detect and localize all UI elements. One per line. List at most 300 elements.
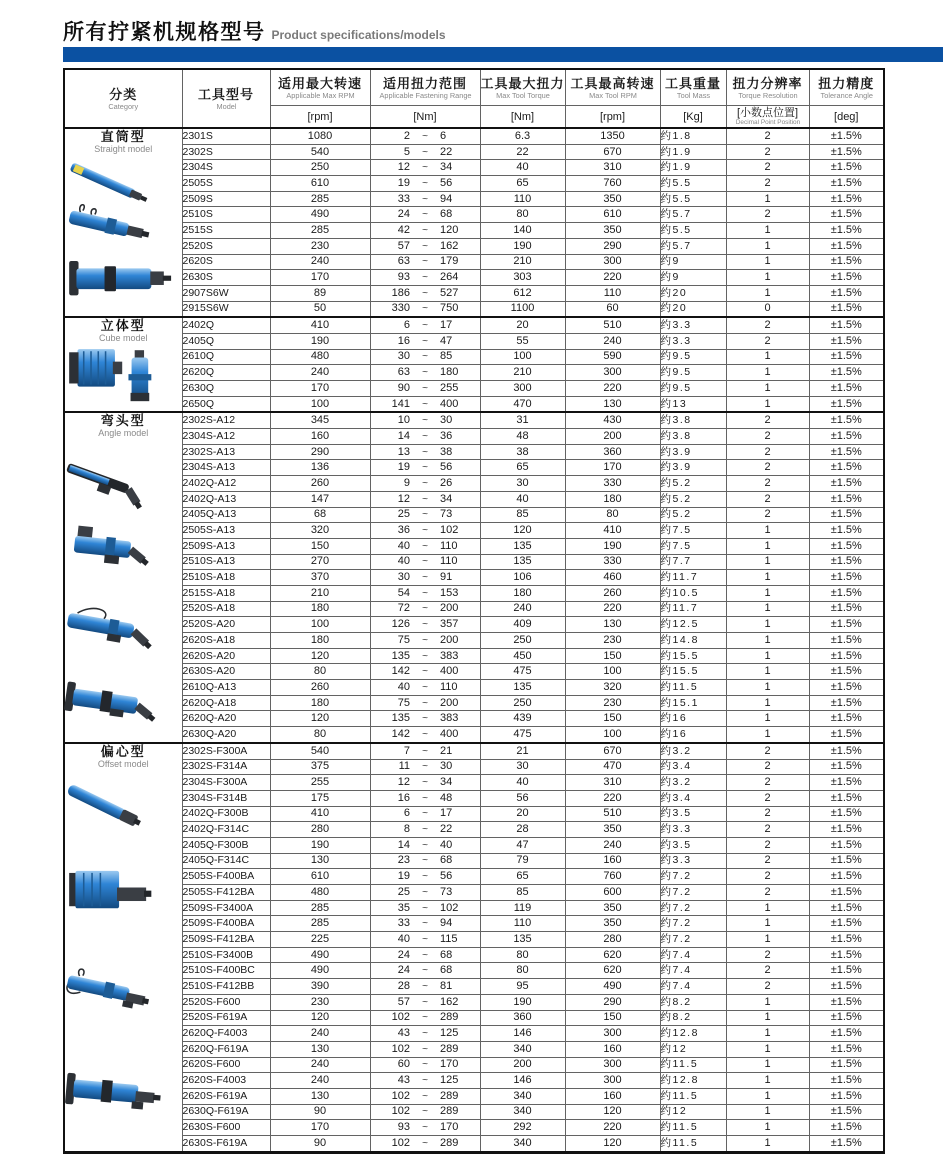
fastening-range (371, 823, 480, 836)
fastening-range (371, 728, 480, 741)
max-tool-rpm-cell: 300 (565, 365, 660, 381)
range-max: 48 (440, 791, 453, 804)
tool-mass-cell: 约3.5 (660, 806, 726, 822)
decimal-point-position-cell: 2 (726, 507, 809, 523)
col-category-zh: 分类 (109, 86, 138, 102)
table-row (64, 144, 884, 160)
model-cell: 2620Q (182, 365, 270, 381)
table-row (64, 1010, 884, 1026)
model-cell: 2610Q (182, 349, 270, 365)
range-max: 125 (440, 1074, 459, 1087)
table-row (64, 822, 884, 838)
fastening-range-cell (370, 191, 480, 207)
tool-mass-cell: 约3.3 (660, 333, 726, 349)
tolerance-cell: ±1.5% (809, 853, 884, 869)
applicable-max-rpm-cell: 490 (270, 963, 370, 979)
range-min: 12 (397, 776, 410, 789)
decimal-point-position-cell: 1 (726, 1026, 809, 1042)
tolerance-cell: ±1.5% (809, 381, 884, 397)
decimal-point-position-cell: 2 (726, 790, 809, 806)
tool-mass-cell: 约11.5 (660, 680, 726, 696)
range-max: 30 (440, 414, 453, 427)
max-tool-rpm-cell: 190 (565, 538, 660, 554)
applicable-max-rpm-cell: 490 (270, 947, 370, 963)
max-tool-rpm-cell: 300 (565, 1057, 660, 1073)
applicable-max-rpm-cell: 240 (270, 1026, 370, 1042)
tolerance-cell: ±1.5% (809, 916, 884, 932)
range-max: 56 (440, 176, 453, 189)
table-row (64, 1104, 884, 1120)
max-tool-torque-cell: 475 (480, 727, 565, 743)
decimal-point-position-cell: 2 (726, 444, 809, 460)
fastening-range-cell (370, 932, 480, 948)
range-min: 40 (397, 539, 410, 552)
range-tilde: ~ (422, 1059, 428, 1071)
table-row (64, 916, 884, 932)
max-tool-torque-cell: 612 (480, 285, 565, 301)
fastening-range-cell (370, 538, 480, 554)
model-cell: 2304S (182, 160, 270, 176)
range-tilde: ~ (422, 572, 428, 584)
model-cell: 2915S6W (182, 301, 270, 317)
tool-mass-cell: 约5.7 (660, 207, 726, 223)
model-cell: 2304S-A12 (182, 429, 270, 445)
decimal-point-position-cell: 2 (726, 853, 809, 869)
max-tool-rpm-cell: 350 (565, 822, 660, 838)
tolerance-cell: ±1.5% (809, 633, 884, 649)
max-tool-torque-cell: 190 (480, 238, 565, 254)
range-max: 56 (440, 870, 453, 883)
fastening-range (371, 177, 480, 190)
range-min: 35 (397, 901, 410, 914)
tolerance-cell: ±1.5% (809, 1073, 884, 1089)
model-cell: 2505S-F400BA (182, 869, 270, 885)
applicable-max-rpm-cell: 240 (270, 365, 370, 381)
fastening-range-cell (370, 1041, 480, 1057)
fastening-range-cell (370, 1104, 480, 1120)
model-cell: 2402Q-A13 (182, 491, 270, 507)
table-row (64, 806, 884, 822)
decimal-point-position-cell: 2 (726, 837, 809, 853)
range-min: 126 (391, 618, 410, 631)
applicable-max-rpm-cell: 270 (270, 554, 370, 570)
range-tilde: ~ (422, 1106, 428, 1118)
header-row-labels (64, 69, 884, 106)
fastening-range-cell (370, 207, 480, 223)
range-min: 25 (397, 885, 410, 898)
range-tilde: ~ (422, 777, 428, 789)
max-tool-rpm-cell: 460 (565, 570, 660, 586)
applicable-max-rpm-cell: 390 (270, 979, 370, 995)
max-tool-rpm-cell: 510 (565, 806, 660, 822)
decimal-point-position-cell: 1 (726, 538, 809, 554)
tolerance-cell: ±1.5% (809, 523, 884, 539)
range-tilde: ~ (422, 367, 428, 379)
cube-model-photo-icon (65, 345, 182, 405)
table-row (64, 349, 884, 365)
max-tool-torque-cell: 100 (480, 349, 565, 365)
fastening-range-cell (370, 160, 480, 176)
range-max: 289 (440, 1136, 459, 1149)
model-cell: 2505S-A13 (182, 523, 270, 539)
range-min: 8 (403, 823, 410, 836)
max-tool-rpm-cell: 670 (565, 144, 660, 160)
fastening-range (371, 745, 480, 758)
decimal-point-position-cell: 1 (726, 396, 809, 412)
applicable-max-rpm-cell: 260 (270, 476, 370, 492)
model-cell: 2630S-F600 (182, 1120, 270, 1136)
range-min: 14 (397, 838, 410, 851)
range-min: 11 (398, 760, 410, 773)
model-cell: 2304S-A13 (182, 460, 270, 476)
page-title-zh: 所有拧紧机规格型号 (63, 21, 266, 44)
model-cell: 2620Q-F619A (182, 1041, 270, 1057)
fastening-range (371, 493, 480, 506)
range-tilde: ~ (422, 446, 428, 458)
range-min: 135 (391, 712, 410, 725)
max-tool-rpm-cell: 330 (565, 476, 660, 492)
decimal-point-position-cell: 1 (726, 900, 809, 916)
applicable-max-rpm-cell: 540 (270, 743, 370, 759)
col-max-tool-rpm-en: Max Tool RPM (588, 90, 637, 100)
unit-max-torque: [Nm] (480, 106, 565, 129)
range-tilde: ~ (422, 477, 428, 489)
max-tool-torque-cell: 6.3 (480, 128, 565, 144)
decimal-point-position-cell: 1 (726, 695, 809, 711)
fastening-range (371, 839, 480, 852)
model-cell: 2620Q-A18 (182, 695, 270, 711)
offset-model-photo-icon (65, 771, 182, 1137)
applicable-max-rpm-cell: 89 (270, 285, 370, 301)
tolerance-cell: ±1.5% (809, 1026, 884, 1042)
decimal-point-position-cell: 2 (726, 947, 809, 963)
applicable-max-rpm-cell: 80 (270, 664, 370, 680)
tool-mass-cell: 约3.2 (660, 743, 726, 759)
tolerance-cell: ±1.5% (809, 476, 884, 492)
fastening-range-cell (370, 254, 480, 270)
table-row (64, 160, 884, 176)
tool-mass-cell: 约14.8 (660, 633, 726, 649)
range-min: 24 (397, 208, 410, 221)
range-tilde: ~ (422, 697, 428, 709)
range-tilde: ~ (422, 177, 428, 189)
table-row (64, 444, 884, 460)
applicable-max-rpm-cell: 210 (270, 585, 370, 601)
applicable-max-rpm-cell: 230 (270, 994, 370, 1010)
range-tilde: ~ (422, 509, 428, 521)
range-min: 36 (397, 524, 410, 537)
range-tilde: ~ (422, 1012, 428, 1024)
range-tilde: ~ (422, 1090, 428, 1102)
tolerance-cell: ±1.5% (809, 144, 884, 160)
max-tool-rpm-cell: 230 (565, 695, 660, 711)
tolerance-cell: ±1.5% (809, 460, 884, 476)
max-tool-rpm-cell: 160 (565, 1088, 660, 1104)
tool-mass-cell: 约1.9 (660, 160, 726, 176)
range-min: 90 (397, 381, 410, 394)
range-tilde: ~ (422, 824, 428, 836)
tolerance-cell: ±1.5% (809, 617, 884, 633)
applicable-max-rpm-cell: 50 (270, 301, 370, 317)
max-tool-rpm-cell: 150 (565, 1010, 660, 1026)
applicable-max-rpm-cell: 130 (270, 1088, 370, 1104)
applicable-max-rpm-cell: 160 (270, 429, 370, 445)
model-cell: 2620Q-A20 (182, 711, 270, 727)
fastening-range-cell (370, 333, 480, 349)
max-tool-rpm-cell: 590 (565, 349, 660, 365)
fastening-range-cell (370, 885, 480, 901)
table-row (64, 1136, 884, 1153)
applicable-max-rpm-cell: 240 (270, 1057, 370, 1073)
decimal-point-position-cell: 2 (726, 207, 809, 223)
tolerance-cell: ±1.5% (809, 822, 884, 838)
table-row (64, 900, 884, 916)
tolerance-cell: ±1.5% (809, 743, 884, 759)
fastening-range (371, 665, 480, 678)
max-tool-torque-cell: 80 (480, 963, 565, 979)
table-row (64, 396, 884, 412)
fastening-range-cell (370, 947, 480, 963)
range-max: 94 (440, 192, 453, 205)
model-cell: 2620Q-F4003 (182, 1026, 270, 1042)
decimal-point-position-cell: 1 (726, 648, 809, 664)
model-cell: 2520S-F600 (182, 994, 270, 1010)
fastening-range (371, 508, 480, 521)
tool-mass-cell: 约9.5 (660, 365, 726, 381)
tool-mass-cell: 约15.5 (660, 664, 726, 680)
applicable-max-rpm-cell: 100 (270, 396, 370, 412)
tolerance-cell: ±1.5% (809, 585, 884, 601)
range-min: 142 (391, 665, 410, 678)
max-tool-torque-cell: 80 (480, 207, 565, 223)
range-max: 102 (440, 901, 459, 914)
col-header-category (64, 69, 182, 128)
fastening-range (371, 1027, 480, 1040)
table-row (64, 932, 884, 948)
range-tilde: ~ (422, 808, 428, 820)
max-tool-torque-cell: 135 (480, 538, 565, 554)
fastening-range (371, 1137, 480, 1150)
fastening-range-cell (370, 144, 480, 160)
category-cell (64, 317, 182, 412)
fastening-range (371, 602, 480, 615)
max-tool-torque-cell: 119 (480, 900, 565, 916)
range-max: 180 (440, 366, 459, 379)
table-row (64, 554, 884, 570)
tolerance-cell: ±1.5% (809, 396, 884, 412)
range-tilde: ~ (422, 713, 428, 725)
table-row (64, 994, 884, 1010)
fastening-range-cell (370, 648, 480, 664)
tool-mass-cell: 约7.4 (660, 963, 726, 979)
fastening-range-cell (370, 349, 480, 365)
fastening-range (371, 917, 480, 930)
max-tool-torque-cell: 360 (480, 1010, 565, 1026)
tolerance-cell: ±1.5% (809, 570, 884, 586)
range-tilde: ~ (422, 980, 428, 992)
tolerance-cell: ±1.5% (809, 664, 884, 680)
fastening-range-cell (370, 1073, 480, 1089)
fastening-range (371, 240, 480, 253)
tool-mass-cell: 约9.5 (660, 381, 726, 397)
col-header-tool-mass (660, 69, 726, 106)
applicable-max-rpm-cell: 80 (270, 727, 370, 743)
range-max: 255 (440, 381, 459, 394)
model-cell: 2304S-F314B (182, 790, 270, 806)
max-tool-torque-cell: 210 (480, 254, 565, 270)
max-tool-torque-cell: 85 (480, 507, 565, 523)
decimal-point-position-cell: 1 (726, 1136, 809, 1153)
model-cell: 2620S-F600 (182, 1057, 270, 1073)
fastening-range (371, 933, 480, 946)
max-tool-torque-cell: 210 (480, 365, 565, 381)
fastening-range (371, 430, 480, 443)
range-min: 40 (397, 555, 410, 568)
range-min: 75 (397, 696, 410, 709)
tolerance-cell: ±1.5% (809, 601, 884, 617)
fastening-range (371, 996, 480, 1009)
max-tool-torque-cell: 56 (480, 790, 565, 806)
range-tilde: ~ (422, 335, 428, 347)
range-min: 19 (397, 176, 410, 189)
tool-mass-cell: 约11.5 (660, 1057, 726, 1073)
model-cell: 2510S-F3400B (182, 947, 270, 963)
max-tool-rpm-cell: 220 (565, 601, 660, 617)
tool-mass-cell: 约20 (660, 285, 726, 301)
table-row (64, 853, 884, 869)
max-tool-rpm-cell: 760 (565, 176, 660, 192)
table-row (64, 979, 884, 995)
table-row (64, 680, 884, 696)
range-tilde: ~ (422, 430, 428, 442)
fastening-range-cell (370, 412, 480, 428)
category-name-en: Straight model (94, 144, 153, 154)
range-min: 102 (391, 1089, 410, 1102)
model-cell: 2630Q-A20 (182, 727, 270, 743)
tolerance-cell: ±1.5% (809, 932, 884, 948)
range-min: 30 (397, 350, 410, 363)
fastening-range-cell (370, 285, 480, 301)
col-header-tolerance (809, 69, 884, 106)
category-name-en: Angle model (98, 428, 149, 439)
unit-tool-mass: [Kg] (660, 106, 726, 129)
fastening-range (371, 618, 480, 631)
range-max: 47 (440, 334, 453, 347)
range-tilde: ~ (422, 792, 428, 804)
applicable-max-rpm-cell: 540 (270, 144, 370, 160)
range-tilde: ~ (422, 871, 428, 883)
table-row (64, 711, 884, 727)
range-max: 357 (440, 618, 459, 631)
fastening-range (371, 587, 480, 600)
range-max: 153 (440, 586, 459, 599)
fastening-range-cell (370, 128, 480, 144)
tool-mass-cell: 约8.2 (660, 994, 726, 1010)
tool-mass-cell: 约11.5 (660, 1136, 726, 1153)
table-row (64, 963, 884, 979)
max-tool-torque-cell: 340 (480, 1041, 565, 1057)
max-tool-rpm-cell: 150 (565, 711, 660, 727)
spec-table-header (64, 69, 884, 128)
range-max: 750 (440, 302, 459, 315)
tolerance-cell: ±1.5% (809, 254, 884, 270)
applicable-max-rpm-cell: 610 (270, 176, 370, 192)
model-cell: 2630Q-F619A (182, 1104, 270, 1120)
col-header-max-tool-rpm (565, 69, 660, 106)
table-row (64, 476, 884, 492)
decimal-point-position-cell: 1 (726, 349, 809, 365)
range-min: 5 (403, 145, 410, 158)
range-max: 400 (440, 397, 459, 410)
max-tool-rpm-cell: 290 (565, 238, 660, 254)
range-min: 13 (397, 445, 410, 458)
table-row (64, 238, 884, 254)
decimal-point-position-cell: 2 (726, 460, 809, 476)
range-max: 200 (440, 602, 459, 615)
range-min: 24 (397, 948, 410, 961)
decimal-point-position-cell: 2 (726, 759, 809, 775)
tool-mass-cell: 约3.8 (660, 429, 726, 445)
max-tool-rpm-cell: 170 (565, 460, 660, 476)
max-tool-rpm-cell: 260 (565, 585, 660, 601)
fastening-range-cell (370, 743, 480, 759)
range-tilde: ~ (422, 666, 428, 678)
decimal-point-position-cell: 1 (726, 1057, 809, 1073)
decimal-point-position-cell: 1 (726, 1104, 809, 1120)
model-cell: 2402Q (182, 317, 270, 333)
max-tool-rpm-cell: 350 (565, 223, 660, 239)
applicable-max-rpm-cell: 130 (270, 1041, 370, 1057)
decimal-point-position-cell: 1 (726, 223, 809, 239)
fastening-range-cell (370, 429, 480, 445)
col-model-zh: 工具型号 (197, 86, 254, 102)
max-tool-torque-cell: 180 (480, 585, 565, 601)
table-row (64, 507, 884, 523)
table-row (64, 301, 884, 317)
fastening-range (371, 980, 480, 993)
tool-mass-cell: 约1.9 (660, 144, 726, 160)
range-max: 6 (440, 129, 447, 142)
applicable-max-rpm-cell: 375 (270, 759, 370, 775)
applicable-max-rpm-cell: 190 (270, 837, 370, 853)
table-row (64, 191, 884, 207)
max-tool-torque-cell: 40 (480, 491, 565, 507)
decimal-point-position-cell: 1 (726, 711, 809, 727)
table-row (64, 285, 884, 301)
applicable-max-rpm-cell: 130 (270, 853, 370, 869)
range-max: 56 (440, 461, 453, 474)
table-row (64, 365, 884, 381)
applicable-max-rpm-cell: 480 (270, 885, 370, 901)
max-tool-rpm-cell: 350 (565, 900, 660, 916)
model-cell: 2620S-A20 (182, 648, 270, 664)
model-cell: 2610Q-A13 (182, 680, 270, 696)
fastening-range (371, 161, 480, 174)
model-cell: 2515S-A18 (182, 585, 270, 601)
max-tool-torque-cell: 106 (480, 570, 565, 586)
applicable-max-rpm-cell: 490 (270, 207, 370, 223)
fastening-range-cell (370, 916, 480, 932)
col-header-max-rpm (270, 69, 370, 106)
tool-mass-cell: 约5.2 (660, 507, 726, 523)
spec-table-body (64, 128, 884, 1152)
fastening-range-cell (370, 727, 480, 743)
model-cell: 2630S-F619A (182, 1136, 270, 1153)
applicable-max-rpm-cell: 610 (270, 869, 370, 885)
tolerance-cell: ±1.5% (809, 349, 884, 365)
tool-mass-cell: 约3.5 (660, 837, 726, 853)
model-cell: 2509S-F400BA (182, 916, 270, 932)
